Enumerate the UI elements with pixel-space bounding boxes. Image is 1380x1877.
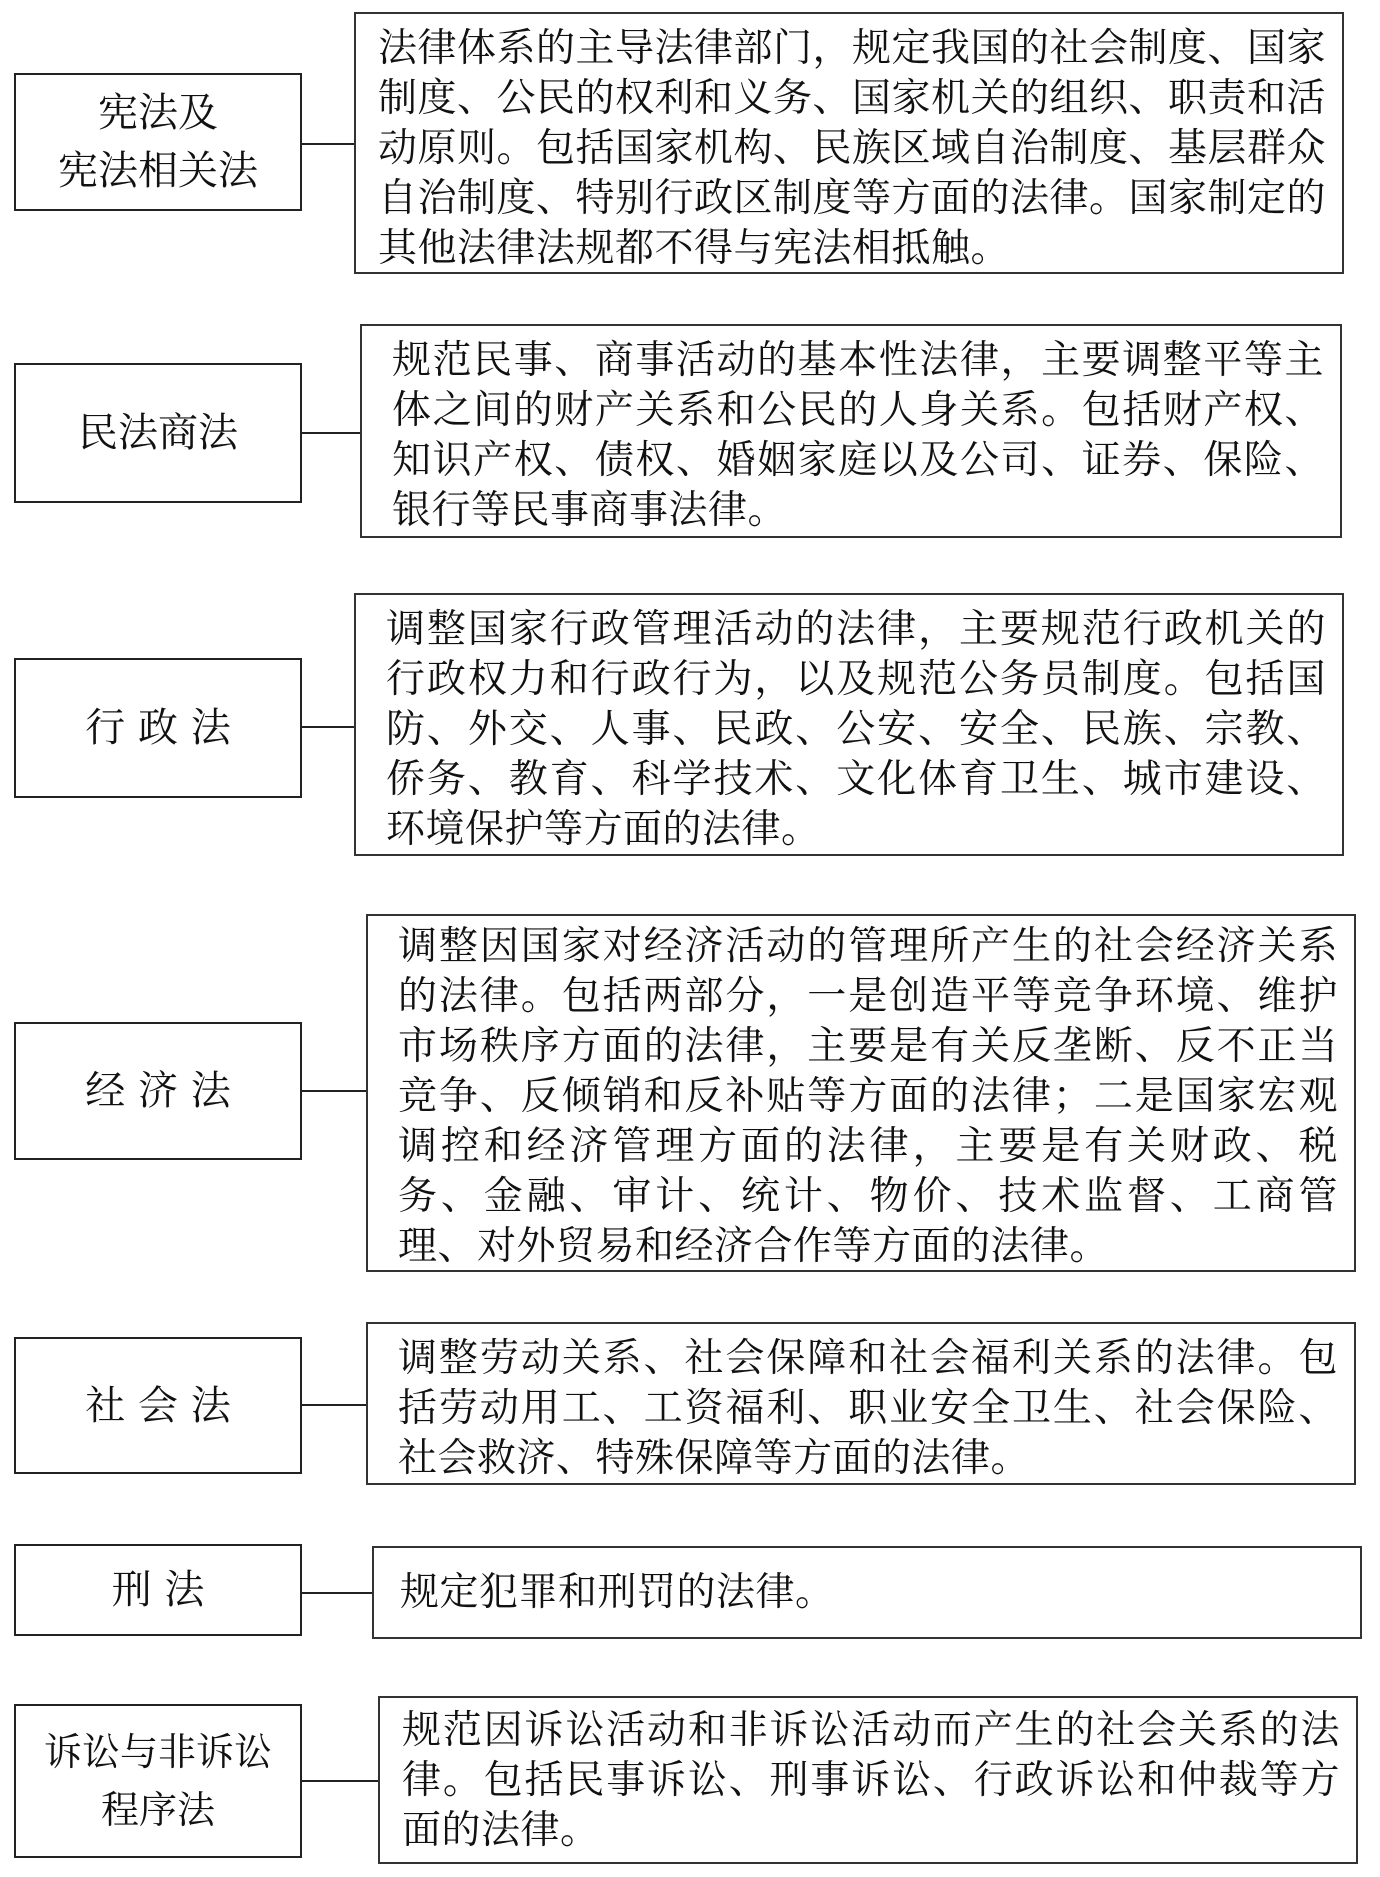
- category-label-social: 社 会 法: [14, 1337, 302, 1474]
- category-description-civil-commercial: 规范民事、商事活动的基本性法律，主要调整平等主体之间的财产关系和公民的人身关系。包括财产权、知识产权、债权、婚姻家庭以及公司、证券、保险、银行等民事商事法律。: [360, 324, 1342, 538]
- category-description-administrative: 调整国家行政管理活动的法律，主要规范行政机关的行政权力和行政行为，以及规范公务员制度。包括国防、外交、人事、民政、公安、安全、民族、宗教、侨务、教育、科学技术、文化体育卫生、城市建设、环境保护等方面的法律。: [354, 593, 1344, 856]
- connector-line: [302, 1404, 366, 1406]
- category-label-administrative: 行 政 法: [14, 658, 302, 798]
- category-description-criminal: 规定犯罪和刑罚的法律。: [372, 1546, 1362, 1639]
- category-description-constitution: 法律体系的主导法律部门，规定我国的社会制度、国家制度、公民的权利和义务、国家机关的组织、职责和活动原则。包括国家机构、民族区域自治制度、基层群众自治制度、特别行政区制度等方面的法律。国家制定的其他法律法规都不得与宪法相抵触。: [354, 12, 1344, 274]
- connector-line: [302, 432, 360, 434]
- category-description-economic: 调整因国家对经济活动的管理所产生的社会经济关系的法律。包括两部分，一是创造平等竞争环境、维护市场秩序方面的法律，主要是有关反垄断、反不正当竞争、反倾销和反补贴等方面的法律；二是国家宏观调控和经济管理方面的法律，主要是有关财政、税务、金融、审计、统计、物价、技术监督、工商管理、对外贸易和经济合作等方面的法律。: [366, 914, 1356, 1272]
- category-label-economic: 经 济 法: [14, 1022, 302, 1160]
- connector-line: [302, 143, 354, 145]
- connector-line: [302, 1592, 372, 1594]
- category-label-constitution: 宪法及 宪法相关法: [14, 73, 302, 211]
- category-label-civil-commercial: 民法商法: [14, 363, 302, 503]
- category-label-procedural: 诉讼与非诉讼 程序法: [14, 1704, 302, 1858]
- category-description-social: 调整劳动关系、社会保障和社会福利关系的法律。包括劳动用工、工资福利、职业安全卫生、社会保险、社会救济、特殊保障等方面的法律。: [366, 1322, 1356, 1485]
- category-description-procedural: 规范因诉讼活动和非诉讼活动而产生的社会关系的法律。包括民事诉讼、刑事诉讼、行政诉讼和仲裁等方面的法律。: [378, 1696, 1358, 1864]
- connector-line: [302, 726, 354, 728]
- connector-line: [302, 1780, 378, 1782]
- category-label-criminal: 刑 法: [14, 1544, 302, 1636]
- connector-line: [302, 1090, 366, 1092]
